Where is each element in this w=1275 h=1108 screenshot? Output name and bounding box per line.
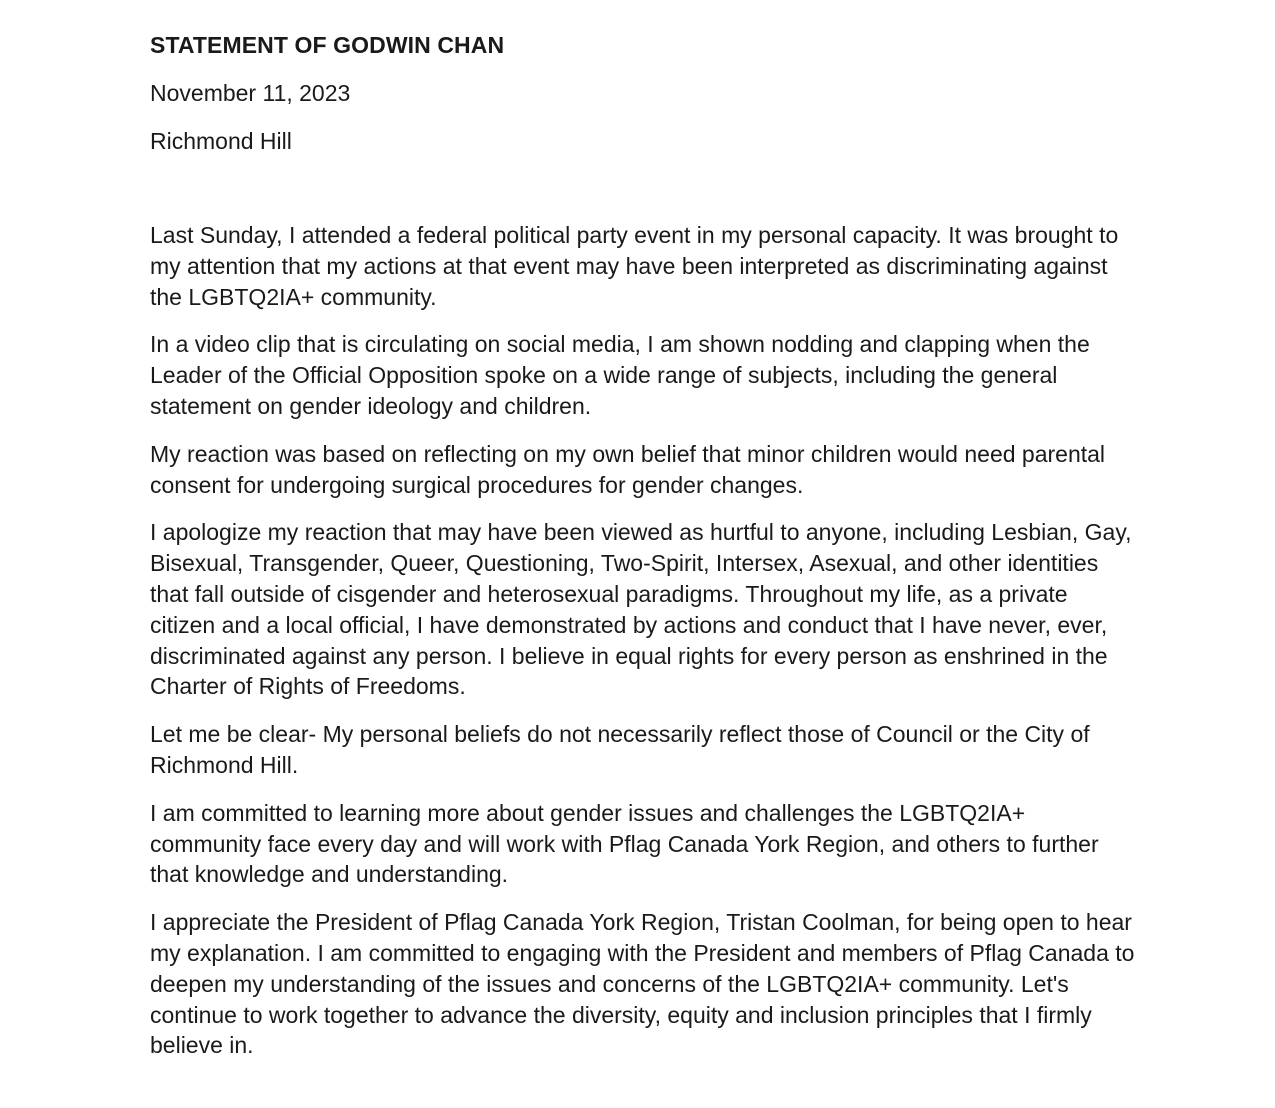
paragraph-event: Last Sunday, I attended a federal political party event in my personal capacity. It was brought to my attention that my actions at that event may have been interpreted as discriminating against the LGBTQ2IA+ community. — [150, 222, 1119, 310]
statement-title: STATEMENT OF GODWIN CHAN — [150, 32, 505, 58]
statement-body — [150, 220, 1135, 1061]
paragraph-video-clip: In a video clip that is circulating on social media, I am shown nodding and clapping when the Leader of the Official Opposition spoke on a wide range of subjects, including the general statement on gender ideology and children. — [150, 331, 1090, 419]
statement-date: November 11, 2023 — [150, 80, 351, 106]
paragraph-appreciation: I appreciate the President of Pflag Canada York Region, Tristan Coolman, for being open to hear my explanation. I am committed to engaging with the President and members of Pflag Canada to deepen my understanding of the issues and concerns of the LGBTQ2IA+ community. Let's continue to work together to advance the diversity, equity and inclusion principles that I firmly believe in. — [150, 909, 1135, 1059]
paragraph-clarification: Let me be clear- My personal beliefs do not necessarily reflect those of Council or the City of Richmond Hill. — [150, 721, 1090, 778]
statement-location: Richmond Hill — [150, 128, 292, 154]
paragraph-commitment: I am committed to learning more about gender issues and challenges the LGBTQ2IA+ community face every day and will work with Pflag Canada York Region, and others to further that knowledge and understanding. — [150, 799, 1099, 888]
paragraph-apology: I apologize my reaction that may have been viewed as hurtful to anyone, including Lesbian, Gay, Bisexual, Transgender, Queer, Questioning, Two-Spirit, Intersex, Asexual, and other identities that fall outside of cisgender and heterosexual paradigms. Throughout my life, as a private citizen and a local official, I have demonstrated by actions and conduct that I have never, ever, discriminated against any person. I believe in equal rights for every person as enshrined in the Charter of Rights of Freedoms. — [150, 519, 1132, 700]
paragraph-reaction: My reaction was based on reflecting on my own belief that minor children would need parental consent for undergoing surgical procedures for gender changes. — [150, 440, 1106, 498]
